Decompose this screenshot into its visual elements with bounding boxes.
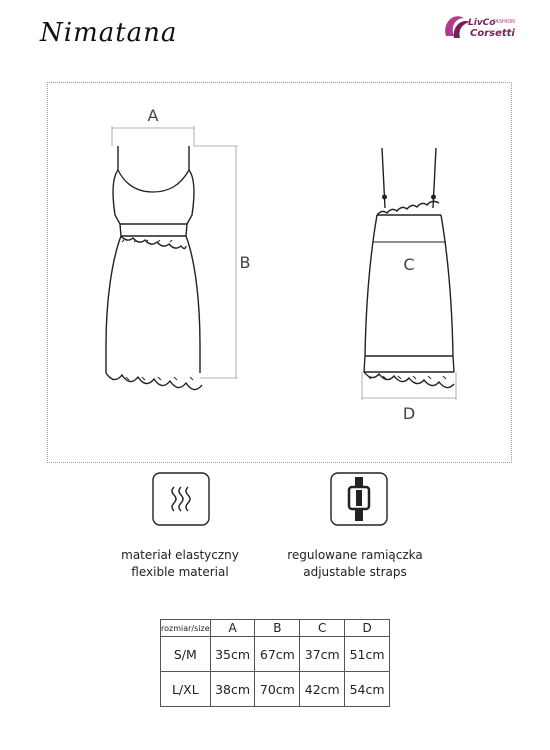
measure-label-b: B [239,253,251,272]
feature-label-en: flexible material [131,565,229,579]
column-header-b: B [255,620,300,637]
wavy-lines-icon [152,472,210,526]
measure-label-d: D [402,404,416,423]
column-header-c: C [300,620,345,637]
value-cell: 35cm [210,637,255,672]
column-header-a: A [210,620,255,637]
feature-label-pl: regulowane ramiączka [287,548,423,562]
value-cell: 67cm [255,637,300,672]
brand-name-line1: LivCo [468,18,496,28]
feature-label-pl: materiał elastyczny [121,548,239,562]
table-row [161,672,390,707]
value-cell: 42cm [300,672,345,707]
size-column-header: rozmiar/size [161,620,211,637]
product-name: Nimatana [40,18,178,48]
measure-label-a: A [147,106,159,125]
front-view [106,146,202,390]
measure-label-c: C [403,255,415,274]
front-measure-guides [112,126,238,378]
size-cell: S/M [161,637,211,672]
adjustable-strap-icon [330,472,388,526]
value-cell: 37cm [300,637,345,672]
feature-label-en: adjustable straps [303,565,407,579]
size-table [160,619,390,707]
table-row [161,637,390,672]
column-header-d: D [345,620,390,637]
feature-flexible-material [105,547,255,581]
value-cell: 54cm [345,672,390,707]
feature-adjustable-straps [280,547,430,581]
table-header-row [161,620,390,637]
value-cell: 51cm [345,637,390,672]
value-cell: 38cm [210,672,255,707]
brand-name-line2: Corsetti [470,28,515,39]
value-cell: 70cm [255,672,300,707]
size-cell: L/XL [161,672,211,707]
brand-tagline: FASHION [493,19,515,25]
